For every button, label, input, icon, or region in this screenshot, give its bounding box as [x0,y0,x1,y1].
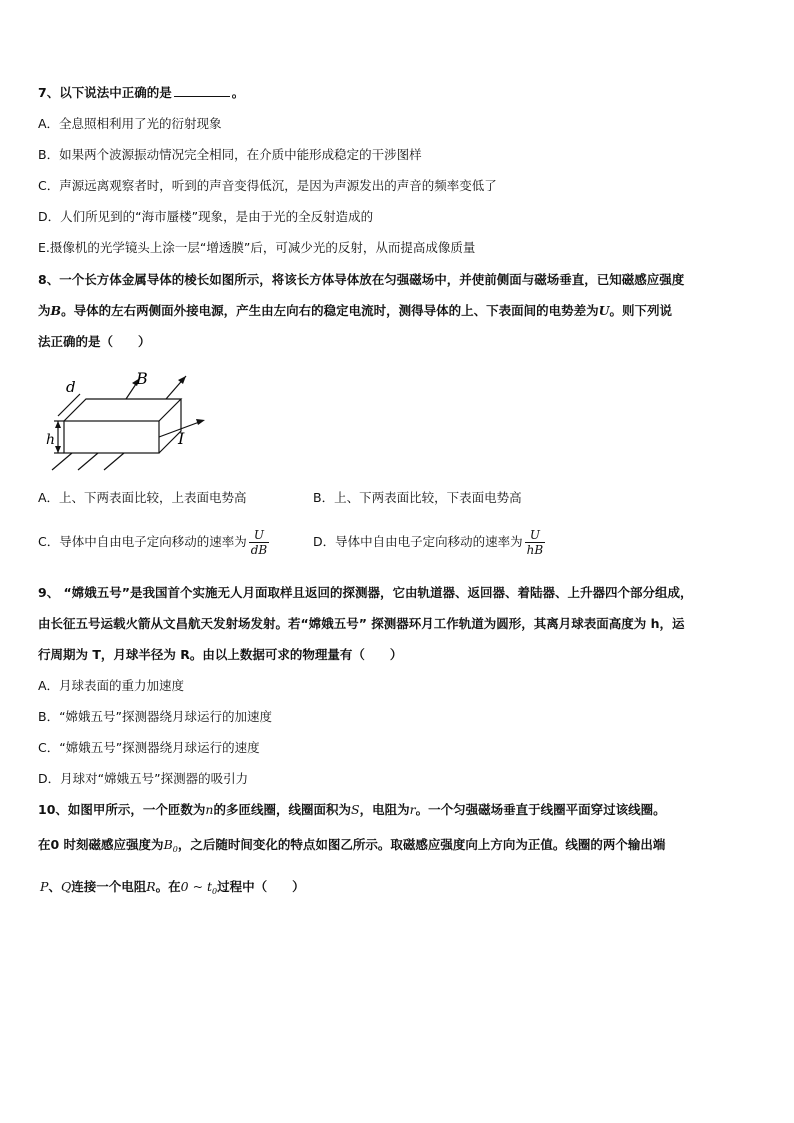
q8-option-c: C．导体中自由电子定向移动的速率为 $\frac{U}{dB}$ [38,528,268,557]
b-field-line [78,453,98,470]
label-d: d [66,378,76,396]
q9-stem-line2: 由长征五号运载火箭从文昌航天发射场发射。若“嫦娥五号” 探测器环月工作轨道为圆形，其离月球表面高度为 h，运 [38,616,685,631]
q9-stem-line3: 行周期为 T，月球半径为 R。由以上数据可求的物理量有（ ） [38,647,403,662]
arrowhead [55,421,61,428]
arrowhead [55,446,61,453]
d-dimension-line [58,394,80,416]
label-h: h [46,432,56,448]
fraction-u-over-hb: $\frac{U}{hB}$ [526,528,544,557]
q7-option-a: A．全息照相利用了光的衍射现象 [38,116,222,131]
block-front-face [64,421,159,453]
conductor-block-figure [44,366,214,476]
q10-stem-line3: P、Q连接一个电阻R。在0 ~ $t_0$过程中（ ） [40,879,305,896]
q8-stem-line2: 为B。导体的左右两侧面外接电源，产生由左向右的稳定电流时，测得导体的上、下表面间的电势差为U。则下列说 [38,303,673,318]
block-top-face [64,399,181,421]
q10-stem-line2: 在0 时刻磁感应强度为$B_0$，之后随时间变化的特点如图乙所示。取磁感应强度向上方向为正值。线圈的两个输出端 [38,837,666,854]
b-field-line [104,453,124,470]
label-b: B [136,369,148,388]
current-arrowhead [196,419,205,425]
label-i: I [178,429,185,448]
q7-option-c: C．声源远离观察者时，听到的声音变得低沉，是因为声源发出的声音的频率变低了 [38,178,497,193]
q8-stem-line1: 8、一个长方体金属导体的棱长如图所示，将该长方体导体放在匀强磁场中，并使前侧面与磁场垂直，已知磁感应强度 [38,272,685,287]
q10-stem-line1: 10、如图甲所示，一个匝数为n的多匝线圈，线圈面积为S，电阻为r。一个匀强磁场垂直于线圈平面穿过该线圈。 [38,802,666,817]
q9-option-c: C．“嫦娥五号”探测器绕月球运行的速度 [38,740,260,755]
answer-blank[interactable] [174,84,230,97]
q9-option-b: B．“嫦娥五号”探测器绕月球运行的加速度 [38,709,273,724]
q7-option-b: B．如果两个波源振动情况完全相同，在介质中能形成稳定的干涉图样 [38,147,422,162]
q8-stem-line3: 法正确的是（ ） [38,334,151,349]
q7-option-d: D．人们所见到的“海市蜃楼”现象，是由于光的全反射造成的 [38,209,374,224]
q8-option-a: A．上、下两表面比较，上表面电势高 [38,490,247,505]
b-field-line [52,453,72,470]
arrowhead [178,376,186,384]
q9-option-a: A．月球表面的重力加速度 [38,678,185,693]
q8-option-d: D．导体中自由电子定向移动的速率为 $\frac{U}{hB}$ [313,528,544,557]
fraction-u-over-db: $\frac{U}{dB}$ [250,528,268,557]
q7-stem: 7、以下说法中正确的是 。 [38,85,245,100]
q7-option-e: E.摄像机的光学镜头上涂一层“增透膜”后，可减少光的反射，从而提高成像质量 [38,240,476,255]
q9-stem-line1: 9、 “嫦娥五号”是我国首个实施无人月面取样且返回的探测器，它由轨道器、返回器、着陆器、上升器四个部分组成， [38,585,693,600]
q9-option-d: D．月球对“嫦娥五号”探测器的吸引力 [38,771,249,786]
q8-option-b: B．上、下两表面比较，下表面电势高 [313,490,522,505]
